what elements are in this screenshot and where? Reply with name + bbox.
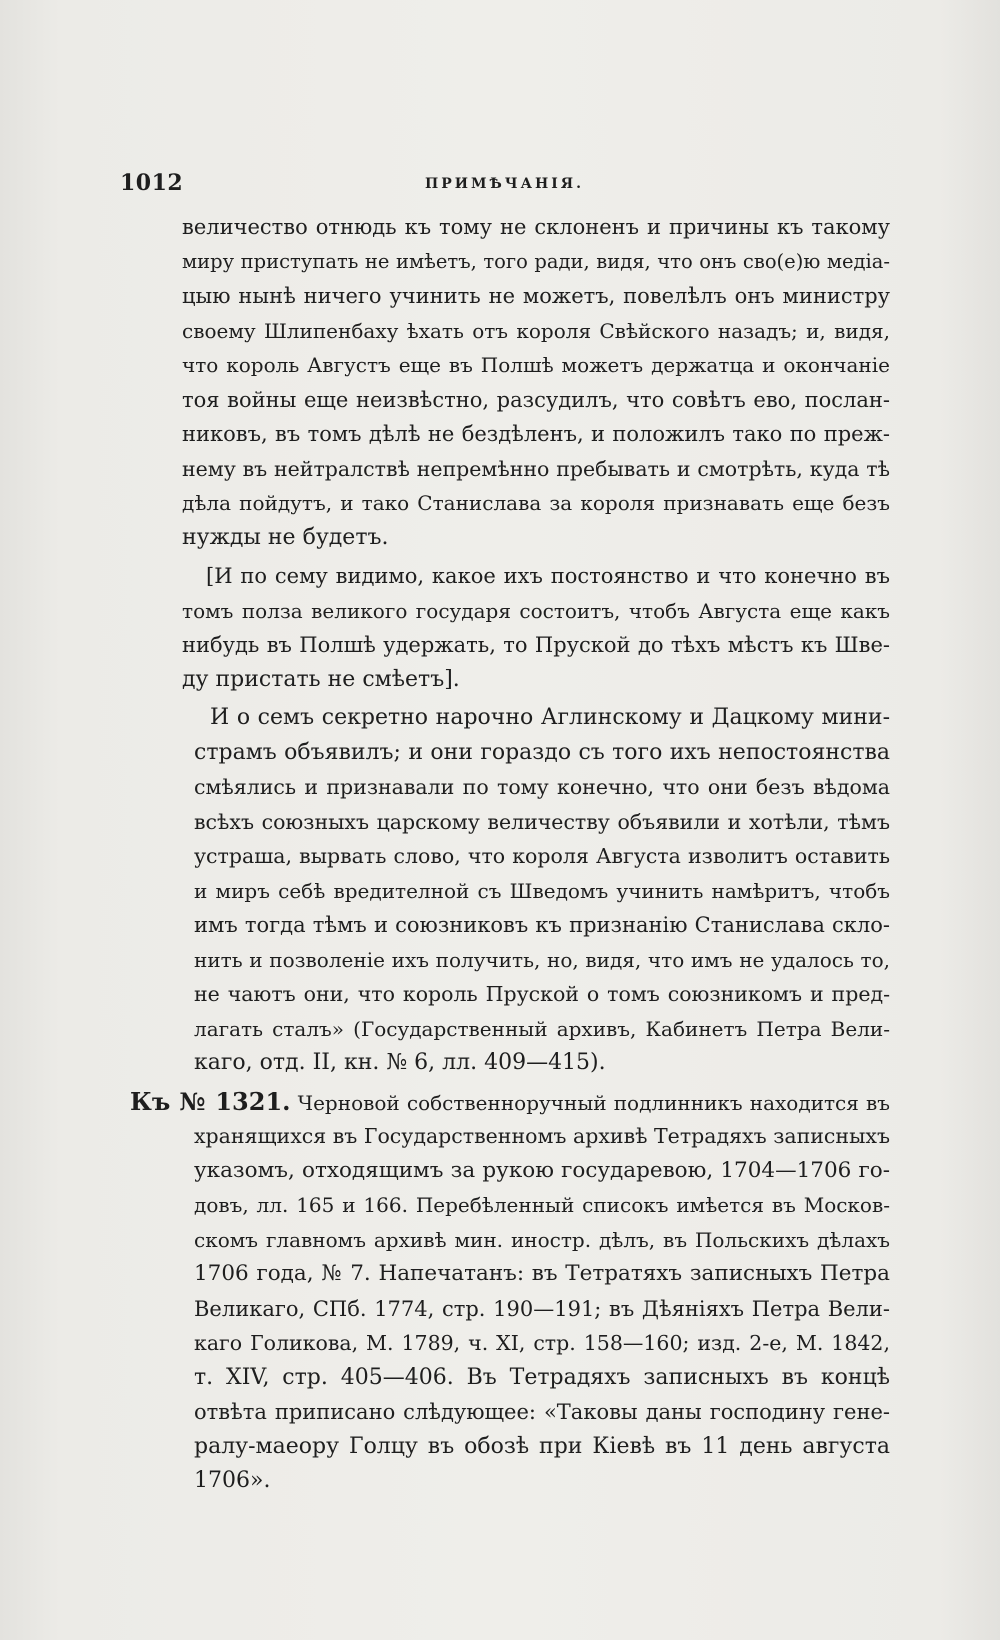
text-line: дѣла пойдутъ, и тако Станислава за короля признавать еще безъ (182, 491, 890, 515)
paragraph-2 (130, 559, 890, 697)
note-first-text: Черновой собственноручный подлинникъ находится въ (297, 1090, 890, 1115)
text-line: томъ полза великого государя состоитъ, чтобъ Августа еще какъ (182, 598, 890, 623)
note-1321 (130, 1085, 890, 1499)
page-number: 1012 (120, 170, 184, 196)
text-line: [И по сему видимо, какое ихъ постоянство и что конечно въ (206, 564, 890, 588)
note-first-line (130, 1085, 890, 1120)
text-line: И о семъ секретно нарочно Аглинскому и Дацкому мини- (210, 705, 890, 730)
text-line: лагать сталъ» (Государственный архивъ, Кабинетъ Петра Вели- (194, 1016, 890, 1041)
text-line: своему Шлипенбаху ѣхать отъ короля Свѣйского назадъ; и, видя, (182, 318, 890, 343)
page-body (130, 210, 890, 1499)
text-line: каго Голикова, М. 1789, ч. XI, стр. 158—160; изд. 2-е, М. 1842, (194, 1331, 890, 1355)
text-line: не чаютъ они, что король Пруской о томъ союзникомъ и пред- (194, 982, 890, 1006)
text-line: Великаго, СПб. 1774, стр. 190—191; въ Дѣяніяхъ Петра Вели- (194, 1296, 890, 1321)
text-line: имъ тогда тѣмъ и союзниковъ къ признанію Станислава скло- (194, 913, 890, 937)
text-line: тоя войны еще неизвѣстно, разсудилъ, что совѣтъ ево, послан- (182, 387, 890, 412)
text-line: никовъ, въ томъ дѣлѣ не бездѣленъ, и положилъ тако по преж- (182, 422, 890, 446)
text-line: страмъ объявилъ; и они гораздо съ того ихъ непостоянства (194, 739, 890, 765)
page-header (120, 170, 880, 200)
text-line: миру приступать не имѣетъ, того ради, видя, что онъ сво(е)ю медіа- (182, 249, 890, 273)
text-line: хранящихся въ Государственномъ архивѣ Тетрадяхъ записныхъ (194, 1124, 890, 1148)
text-line: нужды не будетъ. (182, 524, 389, 550)
text-line: нибудь въ Полшѣ удержать, то Пруской до тѣхъ мѣстъ къ Шве- (182, 633, 890, 657)
text-line: устраша, вырвать слово, что короля Августа изволитъ оставить (194, 844, 890, 868)
text-line: нему въ нейтралствѣ непремѣнно пребывать и смотрѣть, куда тѣ (182, 456, 890, 481)
running-title: ПРИМѢЧАНІЯ. (425, 176, 584, 192)
text-line: отвѣта приписано слѣдующее: «Таковы даны господину гене- (194, 1400, 890, 1424)
text-line: 1706 года, № 7. Напечатанъ: въ Тетратяхъ записныхъ Петра (194, 1261, 890, 1286)
text-line: каго, отд. II, кн. № 6, лл. 409—415). (194, 1050, 606, 1075)
text-line: всѣхъ союзныхъ царскому величеству объявили и хотѣли, тѣмъ (194, 809, 890, 834)
text-line: указомъ, отходящимъ за рукою государевою, 1704—1706 го- (194, 1157, 890, 1183)
text-line: цыю нынѣ ничего учинить не можетъ, повелѣлъ онъ министру (182, 284, 890, 308)
text-line: ду пристать не смѣетъ]. (182, 666, 460, 692)
text-line: скомъ главномъ архивѣ мин. иностр. дѣлъ, въ Польскихъ дѣлахъ (194, 1227, 890, 1252)
text-line: и миръ себѣ вредителной съ Шведомъ учинить намѣритъ, чтобъ (194, 878, 890, 903)
paragraph-3 (130, 701, 890, 1081)
note-label: Къ № 1321. (130, 1086, 291, 1116)
text-line: что король Августъ еще въ Полшѣ можетъ держатца и окончаніе (182, 353, 890, 377)
text-line: смѣялись и признавали по тому конечно, что они безъ вѣдома (194, 775, 890, 799)
text-line: довъ, лл. 165 и 166. Перебѣленный списокъ имѣется въ Москов- (194, 1193, 890, 1217)
paragraph-1 (130, 210, 890, 555)
text-line: ралу-маеору Голцу въ обозѣ при Кіевѣ въ 11 день августа (194, 1433, 890, 1459)
text-line: нить и позволеніе ихъ получить, но, видя, что имъ не удалось то, (194, 947, 890, 972)
text-line: т. XIV, стр. 405—406. Въ Тетрадяхъ записныхъ въ концѣ (194, 1364, 890, 1390)
text-line: величество отнюдь къ тому не склоненъ и причины къ такому (182, 215, 890, 239)
text-line: 1706». (194, 1468, 271, 1493)
